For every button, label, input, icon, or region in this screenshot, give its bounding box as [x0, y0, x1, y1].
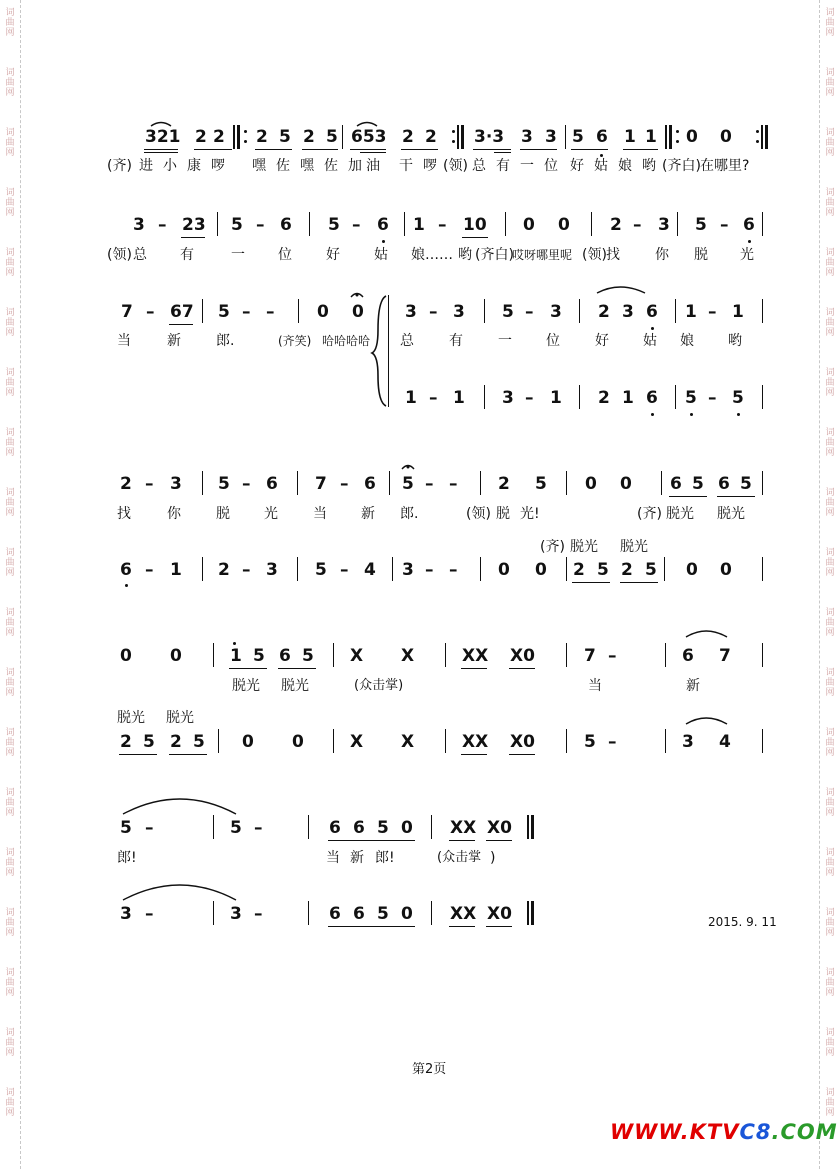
slur [686, 718, 727, 724]
lyric: 一 [498, 333, 512, 349]
note: X0 [510, 732, 535, 752]
lyric: 哟 [458, 247, 472, 263]
fermata-dot [407, 466, 410, 469]
note: XX [450, 818, 477, 838]
watermark-stamp: 词 曲 网 [825, 128, 835, 158]
note: 2 [598, 302, 610, 322]
lyric: 好 [595, 333, 609, 349]
note: 6 [718, 474, 730, 494]
note: 0 [120, 646, 132, 666]
website-mid: C8 [739, 1120, 772, 1144]
watermark-stamp: 词 曲 网 [825, 308, 835, 338]
note: 5 [231, 215, 243, 235]
note: – [254, 904, 263, 924]
note: – [425, 560, 434, 580]
lyric: 有 [180, 247, 194, 263]
lyric: 位 [278, 247, 292, 263]
note: 1 [413, 215, 425, 235]
note: 5 [253, 646, 265, 666]
lyric: 新 [686, 678, 700, 694]
note: 5 [377, 818, 389, 838]
lyric: (众击掌 [437, 850, 482, 865]
lyric: 当 [588, 678, 602, 694]
note: 0 [292, 732, 304, 752]
note: 5 [302, 646, 314, 666]
note: 0 [558, 215, 570, 235]
note: – [145, 904, 154, 924]
note: – [449, 560, 458, 580]
note: – [352, 215, 361, 235]
note: 4 [719, 732, 731, 752]
note: 5 [120, 818, 132, 838]
note: 6 [377, 215, 389, 235]
lyric: 你 [655, 247, 669, 263]
note: 0 [170, 646, 182, 666]
note: 6 [364, 474, 376, 494]
note: 0 [686, 560, 698, 580]
lyric: 新 [361, 506, 375, 522]
note: 2 [213, 127, 225, 147]
note: 5 [143, 732, 155, 752]
note: 3 [521, 127, 533, 147]
note: XX [462, 732, 489, 752]
lyric: 哟 [642, 158, 656, 174]
note: 1 [685, 302, 697, 322]
note: 6 [266, 474, 278, 494]
note: 6 [646, 302, 658, 322]
note: – [242, 302, 251, 322]
watermark-stamp: 词 曲 网 [5, 848, 15, 878]
note: 6 [670, 474, 682, 494]
slur [123, 885, 236, 900]
lyric: 脱光 [620, 539, 648, 555]
lyric: 找 [117, 506, 131, 522]
note: 7 [584, 646, 596, 666]
note: 3 [545, 127, 557, 147]
note: 3 [120, 904, 132, 924]
lyric: 哎呀哪里呢 [512, 248, 573, 262]
lyric: 娘 [680, 333, 694, 349]
note: 5 [315, 560, 327, 580]
lyric: 有 [496, 158, 510, 174]
note: – [429, 388, 438, 408]
note: XX [450, 904, 477, 924]
note: 0 [523, 215, 535, 235]
note: 3 [682, 732, 694, 752]
watermark-stamp: 词 曲 网 [5, 968, 15, 998]
watermark-stamp: 词 曲 网 [825, 1028, 835, 1058]
note: 0 [686, 127, 698, 147]
lyric: 嘿 [300, 158, 314, 174]
note: 6 [329, 818, 341, 838]
lyric: 总 [472, 158, 486, 174]
note: 6 [743, 215, 755, 235]
note: 3 [266, 560, 278, 580]
note: 2 [120, 474, 132, 494]
watermark-stamp: 词 曲 网 [825, 368, 835, 398]
lyric: 姑 [374, 247, 388, 263]
note: 2 [256, 127, 268, 147]
lyric: 光 [264, 506, 278, 522]
lyric: 脱 [216, 506, 230, 522]
lyric: (领) [107, 247, 132, 263]
website-suffix: .COM [771, 1120, 838, 1144]
lyric: 找 [606, 247, 620, 263]
lyric: 总 [400, 333, 414, 349]
lyric: 进 [139, 158, 153, 174]
note: 5 [218, 302, 230, 322]
note: 3 [453, 302, 465, 322]
note: 6 [120, 560, 132, 580]
note: 6 [280, 215, 292, 235]
lyric: (领) [582, 247, 607, 263]
lyric: 啰 [423, 158, 437, 174]
watermark-stamp: 词 曲 网 [825, 488, 835, 518]
note: 2 [195, 127, 207, 147]
note: – [242, 474, 251, 494]
note: – [256, 215, 265, 235]
note: – [438, 215, 447, 235]
lyric: 有 [449, 333, 463, 349]
note: 5 [502, 302, 514, 322]
lyric: 郎. [400, 506, 419, 522]
slur [686, 631, 727, 637]
note: 1 [170, 560, 182, 580]
note: – [608, 646, 617, 666]
lyric: 好 [326, 247, 340, 263]
note: 5 [230, 818, 242, 838]
watermark-stamp: 词 曲 网 [5, 728, 15, 758]
lyric: 加 [348, 158, 362, 174]
lyric: 光 [740, 247, 754, 263]
date: 2015. 9. 11 [708, 915, 777, 929]
lyric: (齐) [107, 158, 132, 174]
lyric: 光! [520, 506, 540, 522]
note: 3 [133, 215, 145, 235]
note: 0 [401, 904, 413, 924]
note: 0 [498, 560, 510, 580]
note: 5 [402, 474, 414, 494]
note: X [401, 646, 415, 666]
lyric: 脱光 [117, 710, 145, 726]
note: – [146, 302, 155, 322]
note: 1 [453, 388, 465, 408]
lyric: 油 [366, 158, 380, 174]
note: 2 [218, 560, 230, 580]
watermark-stamp: 词 曲 网 [5, 128, 15, 158]
note: 5 [685, 388, 697, 408]
note: X0 [487, 818, 512, 838]
watermark-stamp: 词 曲 网 [5, 488, 15, 518]
note: – [525, 388, 534, 408]
lyric: 佐 [324, 158, 338, 174]
watermark-stamp: 词 曲 网 [825, 788, 835, 818]
note: 5 [572, 127, 584, 147]
note: 321 [145, 127, 181, 147]
note: X0 [510, 646, 535, 666]
note: 1 [624, 127, 636, 147]
watermark-stamp: 词 曲 网 [5, 668, 15, 698]
watermark-stamp: 词 曲 网 [825, 848, 835, 878]
note: – [242, 560, 251, 580]
watermark-stamp: 词 曲 网 [5, 428, 15, 458]
lyric: 你 [167, 506, 181, 522]
note: 3 [550, 302, 562, 322]
note: 653 [351, 127, 387, 147]
page-number: 第2页 [412, 1062, 447, 1077]
note: 7 [719, 646, 731, 666]
note: 6 [353, 904, 365, 924]
lyric: 小 [163, 158, 177, 174]
note: 0 [352, 302, 364, 322]
lyric: 总 [133, 247, 147, 263]
fermata-dot [356, 294, 359, 297]
note: 7 [315, 474, 327, 494]
lyric: 哈哈哈哈 [322, 334, 371, 348]
lyric: 一 [520, 158, 534, 174]
lyric: 康 [187, 158, 201, 174]
note: – [158, 215, 167, 235]
note: – [429, 302, 438, 322]
slur [357, 123, 377, 127]
note: 2 [573, 560, 585, 580]
lyric: (领) [466, 506, 491, 522]
note: – [720, 215, 729, 235]
lyric: 娘 [618, 158, 632, 174]
note: 2 [303, 127, 315, 147]
lyric: 好 [570, 158, 584, 174]
watermark-stamp: 词 曲 网 [5, 248, 15, 278]
watermark-stamp: 词 曲 网 [825, 1088, 835, 1118]
lyric: 哟 [728, 333, 742, 349]
lyric: 佐 [276, 158, 290, 174]
lyric: (齐白) [662, 158, 701, 174]
note: 5 [732, 388, 744, 408]
note: 5 [597, 560, 609, 580]
note: 2 [498, 474, 510, 494]
lyric: 脱 [694, 247, 708, 263]
website-logo[interactable] [610, 1120, 838, 1144]
watermark-stamp: 词 曲 网 [5, 908, 15, 938]
note: 67 [170, 302, 194, 322]
note: 2 [402, 127, 414, 147]
watermark-stamp: 词 曲 网 [5, 548, 15, 578]
note: 0 [620, 474, 632, 494]
lyric: 脱 [496, 506, 510, 522]
watermark-stamp: 词 曲 网 [5, 608, 15, 638]
note: X0 [487, 904, 512, 924]
note: – [608, 732, 617, 752]
website-prefix: WWW.KTV [610, 1120, 740, 1144]
note: 4 [364, 560, 376, 580]
lyric: 当 [117, 333, 131, 349]
watermark-stamp: 词 曲 网 [825, 188, 835, 218]
lyric: 一 [231, 247, 245, 263]
lyric: 嘿 [252, 158, 266, 174]
watermark-stamp: 词 曲 网 [5, 368, 15, 398]
brace [372, 296, 386, 406]
watermark-stamp: 词 曲 网 [825, 548, 835, 578]
note: – [145, 818, 154, 838]
note: 6 [596, 127, 608, 147]
note: – [449, 474, 458, 494]
lyric: 啰 [211, 158, 225, 174]
lyric: 新 [350, 850, 364, 866]
lyric: (齐笑) [278, 334, 312, 348]
watermark-stamp: 词 曲 网 [5, 788, 15, 818]
lyric: 脱光 [166, 710, 194, 726]
note: 3 [230, 904, 242, 924]
lyric: 干 [399, 158, 413, 174]
lyric: (齐白) [475, 247, 514, 263]
note: 3 [170, 474, 182, 494]
slur [151, 123, 171, 127]
lyric: (齐) [540, 539, 565, 555]
note: 1 [405, 388, 417, 408]
note: 23 [182, 215, 206, 235]
lyric: 郎! [375, 850, 395, 866]
lyric: 姑 [594, 158, 608, 174]
watermark-stamp: 词 曲 网 [825, 908, 835, 938]
note: 6 [279, 646, 291, 666]
note: X [350, 732, 364, 752]
note: 3 [658, 215, 670, 235]
note: 5 [328, 215, 340, 235]
watermark-stamp: 词 曲 网 [825, 428, 835, 458]
note: – [708, 388, 717, 408]
note: 6 [646, 388, 658, 408]
lyric: 当 [326, 850, 340, 866]
lyric: 位 [546, 333, 560, 349]
watermark-stamp: 词 曲 网 [825, 968, 835, 998]
lyric: ) [490, 850, 496, 866]
lyric: 脱光 [281, 678, 309, 694]
lyric: (齐) [637, 506, 662, 522]
watermark-stamp: 词 曲 网 [5, 8, 15, 38]
note: 6 [682, 646, 694, 666]
lyric: 脱光 [666, 506, 694, 522]
note: 5 [535, 474, 547, 494]
note: 5 [193, 732, 205, 752]
note: 5 [326, 127, 338, 147]
note: – [425, 474, 434, 494]
note: – [145, 560, 154, 580]
note: 5 [279, 127, 291, 147]
note: – [254, 818, 263, 838]
note: 3 [402, 560, 414, 580]
watermark-stamp: 词 曲 网 [825, 608, 835, 638]
watermark-stamp: 词 曲 网 [825, 248, 835, 278]
note: 0 [242, 732, 254, 752]
lyric: 郎! [117, 850, 137, 866]
note: 0 [317, 302, 329, 322]
note: 3·3 [474, 127, 505, 147]
note: 1 [622, 388, 634, 408]
note: 5 [740, 474, 752, 494]
watermark-stamp: 词 曲 网 [825, 8, 835, 38]
note: 2 [598, 388, 610, 408]
watermark-stamp: 词 曲 网 [5, 68, 15, 98]
note: – [633, 215, 642, 235]
watermark-stamp: 词 曲 网 [5, 1088, 15, 1118]
lyric: 脱光 [232, 678, 260, 694]
lyric: 新 [167, 333, 181, 349]
note: – [340, 560, 349, 580]
watermark-stamp: 词 曲 网 [825, 728, 835, 758]
note: 5 [692, 474, 704, 494]
note: 3 [405, 302, 417, 322]
lyric: (领) [443, 158, 468, 174]
lyric: 位 [544, 158, 558, 174]
slur [123, 799, 236, 814]
note: 6 [353, 818, 365, 838]
lyric: 姑 [643, 333, 657, 349]
note: X [350, 646, 364, 666]
lyric: 脱光 [717, 506, 745, 522]
note: – [708, 302, 717, 322]
watermark-stamp: 词 曲 网 [825, 68, 835, 98]
watermark-stamp: 词 曲 网 [5, 188, 15, 218]
note: 2 [170, 732, 182, 752]
note: – [525, 302, 534, 322]
note: 5 [695, 215, 707, 235]
lyric: 郎. [216, 333, 235, 349]
lyric: 脱光 [570, 539, 598, 555]
note: 10 [463, 215, 487, 235]
note: – [340, 474, 349, 494]
note: 6 [329, 904, 341, 924]
note: 0 [720, 127, 732, 147]
lyric: 当 [313, 506, 327, 522]
note: 2 [425, 127, 437, 147]
note: 1 [230, 646, 242, 666]
note: 5 [218, 474, 230, 494]
note: 0 [535, 560, 547, 580]
note: 3 [622, 302, 634, 322]
lyric: 在哪里? [700, 158, 750, 174]
note: 5 [584, 732, 596, 752]
note: X [401, 732, 415, 752]
note: 0 [585, 474, 597, 494]
note: – [145, 474, 154, 494]
watermark-stamp: 词 曲 网 [5, 1028, 15, 1058]
lyric: 娘…… [411, 247, 453, 263]
note: 3 [502, 388, 514, 408]
lyric: (众击掌) [354, 678, 404, 693]
slur [597, 287, 645, 293]
note: 1 [732, 302, 744, 322]
note: 5 [377, 904, 389, 924]
note: 1 [550, 388, 562, 408]
note: XX [462, 646, 489, 666]
note: 5 [645, 560, 657, 580]
note: 2 [610, 215, 622, 235]
note: – [266, 302, 275, 322]
note: 1 [645, 127, 657, 147]
note: 2 [120, 732, 132, 752]
watermark-stamp: 词 曲 网 [5, 308, 15, 338]
note: 2 [621, 560, 633, 580]
watermark-stamp: 词 曲 网 [825, 668, 835, 698]
note: 0 [720, 560, 732, 580]
note: 0 [401, 818, 413, 838]
note: 7 [121, 302, 133, 322]
